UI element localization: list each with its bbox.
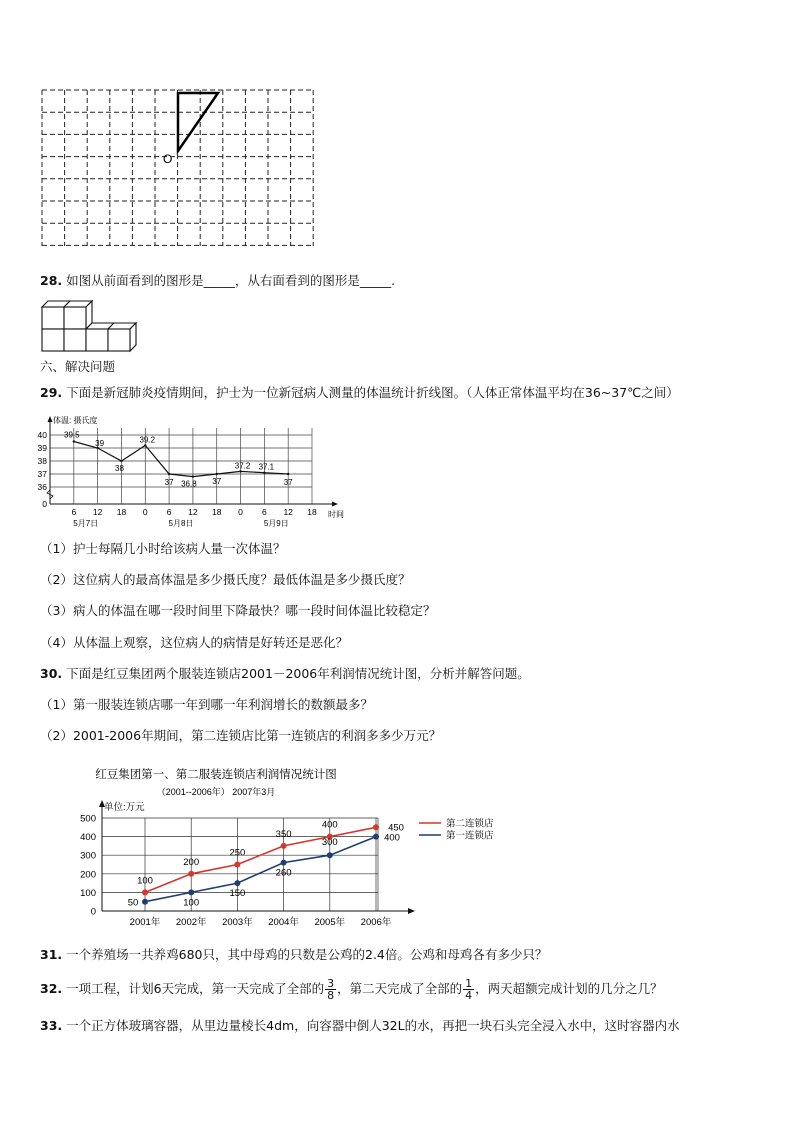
y-tick-label: 0 — [90, 906, 96, 918]
question-30 — [40, 666, 530, 682]
x-tick-label: 12 — [283, 507, 293, 517]
data-point — [239, 470, 241, 472]
question-32 — [40, 976, 663, 1002]
question-text: 一个养殖场一共养鸡680只，其中母鸡的只数是公鸡的2.4倍。公鸡和母鸡各有多少只？ — [66, 947, 548, 962]
series-line-2 — [145, 837, 376, 902]
x-tick-label: 0 — [142, 507, 148, 517]
y-axis-arrow — [48, 416, 53, 422]
data-point — [192, 475, 194, 477]
x-tick-label: 2002年 — [175, 917, 207, 928]
chart-title: 红豆集团第一、第二服装连锁店利润情况统计图 — [95, 769, 337, 781]
data-point — [216, 473, 218, 475]
question-29 — [40, 385, 679, 401]
y-tick-label: 400 — [80, 832, 96, 844]
x-tick-label: 18 — [307, 507, 317, 517]
question-29-sub-1: （1）护士每隔几小时给该病人量一次体温？ — [40, 541, 286, 556]
data-label: 450 — [388, 822, 404, 834]
chart-subtitle: （2001--2006年） 2007年3月 — [156, 787, 276, 797]
y-tick-label: 200 — [80, 869, 96, 881]
y-tick-label: 40 — [37, 430, 47, 440]
y-tick-label: 300 — [80, 850, 96, 862]
data-point — [281, 843, 287, 849]
x-tick-label: 2006年 — [360, 917, 392, 928]
section-title: 六、解决问题 — [40, 359, 116, 374]
temperature-line-chart — [34, 412, 344, 530]
question-text-part-3: ，两天超额完成计划的几分之几？ — [475, 981, 663, 996]
temperature-series-line — [74, 442, 288, 477]
data-label: 37 — [164, 478, 174, 487]
y-tick-label: 500 — [80, 813, 96, 825]
question-number: 31. — [40, 947, 63, 962]
x-axis-arrow — [332, 502, 338, 507]
data-label: 250 — [229, 847, 246, 859]
y-tick-label: 0 — [42, 499, 47, 509]
data-label: 37 — [283, 478, 293, 487]
data-label: 38 — [115, 464, 124, 473]
data-label: 39.5 — [64, 430, 80, 440]
data-point — [234, 880, 240, 886]
question-number: 29. — [40, 385, 63, 400]
data-label: 36.8 — [181, 479, 197, 489]
data-label: 100 — [183, 897, 200, 909]
data-point — [263, 472, 265, 474]
x-tick-label: 6 — [71, 507, 77, 517]
question-number: 33. — [40, 1018, 63, 1033]
cube-stack-figure — [40, 299, 150, 357]
question-28 — [40, 273, 395, 289]
x-tick-label: 6 — [261, 507, 267, 517]
y-axis-label: 体温: 摄氏度 — [53, 416, 98, 425]
data-point — [287, 473, 289, 475]
data-point — [142, 899, 148, 905]
data-point — [144, 444, 146, 446]
series-line-1 — [145, 827, 376, 892]
x-tick-label: 2004年 — [268, 917, 299, 928]
data-point — [73, 440, 75, 442]
x-tick-label: 2001年 — [129, 917, 161, 928]
data-label: 39.2 — [139, 435, 156, 445]
question-33 — [40, 1018, 680, 1034]
dotted-grid-figure — [40, 88, 318, 250]
question-text: 下面是新冠肺炎疫情期间，护士为一位新冠病人测量的体温统计折线图。（人体正常体温平均在36~37℃之间） — [66, 385, 679, 400]
data-label: 39 — [95, 439, 105, 448]
data-label: 350 — [275, 828, 292, 840]
data-point — [234, 862, 240, 868]
question-text: 下面是红豆集团两个服装连锁店2001－2006年利润情况统计图，分析并解答问题。 — [66, 666, 530, 681]
day-label: 5月7日 — [73, 519, 99, 528]
y-tick-label: 36 — [37, 482, 47, 492]
profit-line-chart — [74, 762, 524, 932]
fraction-three-eighths: $\frac{3}{8}$ — [327, 977, 335, 1002]
question-29-sub-3: （3）病人的体温在哪一段时间里下降最快？哪一段时间体温比较稳定？ — [40, 603, 436, 618]
question-text: 一个正方体玻璃容器，从里边量棱长4dm，向容器中倒人32L的水，再把一块石头完全浸入水中，这时容器内水 — [66, 1018, 680, 1033]
data-point — [168, 473, 170, 475]
data-label: 400 — [384, 832, 400, 844]
x-axis-arrow — [408, 908, 415, 914]
data-label: 260 — [275, 867, 292, 879]
x-tick-label: 18 — [211, 507, 222, 517]
y-tick-label: 38 — [37, 456, 47, 466]
data-point — [373, 824, 379, 830]
question-30-sub-2: （2）2001-2006年期间，第二连锁店比第一连锁店的利润多多少万元？ — [40, 728, 442, 743]
x-axis-label: 时间 — [328, 510, 344, 519]
data-label: 400 — [321, 819, 338, 831]
x-tick-label: 0 — [238, 507, 243, 517]
question-number: 30. — [40, 666, 63, 681]
question-text-part-2: ，第二天完成了全部的 — [337, 981, 463, 996]
question-text: 如图从前面看到的图形是_____，从右面看到的图形是_____. — [66, 273, 396, 288]
y-tick-label: 100 — [80, 887, 96, 899]
question-30-sub-1: （1）第一服装连锁店哪一年到哪一年利润增长的数额最多？ — [40, 697, 373, 712]
x-tick-label: 12 — [92, 507, 103, 517]
question-number: 28. — [40, 273, 63, 288]
question-31 — [40, 947, 547, 963]
y-tick-label: 39 — [37, 443, 47, 453]
data-point — [188, 889, 194, 895]
legend-label: 第一连锁店 — [446, 830, 494, 842]
data-label: 50 — [127, 897, 139, 909]
day-label: 5月9日 — [263, 519, 289, 528]
data-point — [281, 860, 287, 866]
data-label: 200 — [183, 856, 200, 868]
y-axis-label: 单位:万元 — [104, 802, 145, 813]
data-label: 37.1 — [258, 462, 275, 472]
data-label: 37.2 — [234, 461, 251, 471]
question-29-sub-4: （4）从体温上观察，这位病人的病情是好转还是恶化？ — [40, 635, 348, 650]
data-point — [142, 889, 148, 895]
x-tick-label: 12 — [188, 507, 198, 517]
legend-label: 第二连锁店 — [446, 818, 494, 830]
y-tick-label: 37 — [37, 469, 47, 479]
x-tick-label: 18 — [116, 507, 127, 517]
question-29-sub-2: （2）这位病人的最高体温是多少摄氏度？最低体温是多少摄氏度？ — [40, 572, 411, 587]
triangle-figure — [178, 93, 218, 151]
day-label: 5月8日 — [168, 519, 194, 528]
data-label: 300 — [321, 837, 338, 849]
data-point — [373, 834, 379, 840]
point-o-label: O — [163, 152, 173, 166]
data-label: 100 — [137, 875, 153, 887]
x-tick-label: 2003年 — [222, 917, 253, 928]
data-point — [120, 460, 122, 462]
data-label: 37 — [212, 477, 222, 486]
question-number: 32. — [40, 981, 63, 996]
question-text-part-1: 一项工程，计划6天完成，第一天完成了全部的 — [66, 981, 325, 996]
x-tick-label: 2005年 — [314, 917, 346, 928]
data-label: 150 — [229, 888, 246, 900]
data-point — [188, 871, 194, 877]
fraction-one-quarter: $\frac{1}{4}$ — [465, 977, 473, 1002]
data-point — [327, 852, 333, 858]
x-tick-label: 6 — [166, 507, 172, 517]
